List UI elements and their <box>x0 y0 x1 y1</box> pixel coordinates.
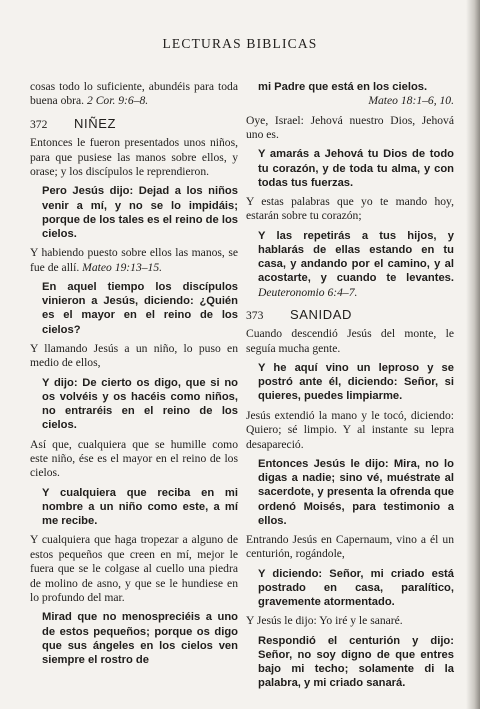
right-column <box>246 80 454 696</box>
section-heading-373 <box>246 308 454 323</box>
paragraph: Y estas palabras que yo te mando hoy, estarán sobre tu corazón; <box>246 195 454 223</box>
verse-text: Y las repetirás a tus hijos, y hablarás de ellas estando en tu casa, y andando por el camino, y al acostarte, y cuando te levantes. <box>258 229 454 285</box>
bold-verse: Pero Jesús dijo: Dejad a los niños venir a mí, y no se lo impidáis; porque de los tales es el reino de los cielos. <box>42 185 238 241</box>
paragraph-text: Y habiendo puesto sobre ellos las manos, se fue de allí. <box>30 246 238 274</box>
paragraph: Y llamando Jesús a un niño, lo puso en medio de ellos, <box>30 341 238 370</box>
bold-verse: Y he aquí vino un leproso y se postró ante él, diciendo: Señor, si quieres, puedes limpiarme. <box>258 362 454 403</box>
paragraph: Entonces le fueron presentados unos niños, para que pusiese las manos sobre ellos, y orase; y los discípulos le reprendieron. <box>30 136 238 179</box>
section-number: 372 <box>30 117 48 131</box>
scripture-reference: Deuteronomio 6:4–7. <box>258 285 358 299</box>
paragraph: Y Jesús le dijo: Yo iré y le sanaré. <box>246 614 403 628</box>
bold-verse <box>246 229 454 300</box>
bold-verse: Y diciendo: Señor, mi criado está postrado en casa, paralítico, gravemente atormentado. <box>258 567 454 609</box>
paragraph: Jesús extendió la mano y le tocó, diciendo: Quiero; sé limpio. Y al instante su lepra desapareció. <box>246 408 454 451</box>
page-edge-shadow <box>466 0 480 709</box>
left-column <box>30 80 238 672</box>
bold-verse: Mirad que no menospreciéis a uno de estos pequeños; porque os digo que sus ángeles en los cielos ven siempre el rostro de <box>42 611 238 666</box>
paragraph: Así que, cualquiera que se humille como este niño, ése es el mayor en el reino de los cielos. <box>30 437 238 480</box>
page-header: LECTURAS BIBLICAS <box>162 36 318 51</box>
bold-verse: Y dijo: De cierto os digo, que si no os volvéis y os hacéis como niños, no entraréis en el reino de los cielos. <box>42 376 238 432</box>
bold-verse: Y amarás a Jehová tu Dios de todo tu corazón, y de toda tu alma, y con todas tus fuerzas. <box>258 148 454 189</box>
scripture-reference: 2 Cor. 9:6–8. <box>87 94 149 108</box>
scripture-reference: Mateo 19:13–15. <box>82 260 163 274</box>
section-number: 373 <box>246 308 264 322</box>
paragraph <box>30 80 238 109</box>
scripture-reference: Mateo 18:1–6, 10. <box>368 94 454 108</box>
paragraph: Oye, Israel: Jehová nuestro Dios, Jehová uno es. <box>246 113 454 142</box>
paragraph: Cuando descendió Jesús del monte, le seguía mucha gente. <box>246 327 454 355</box>
bold-verse: En aquel tiempo los discípulos vinieron a Jesús, diciendo: ¿Quién es el mayor en el reino de los cielos? <box>42 281 238 336</box>
section-title: NIÑEZ <box>74 115 116 131</box>
bold-verse: Y cualquiera que reciba en mi nombre a un niño como este, a mí me recibe. <box>42 486 238 528</box>
section-heading-372 <box>30 117 238 132</box>
section-title: SANIDAD <box>290 306 352 322</box>
paragraph <box>30 246 238 275</box>
bold-verse: mi Padre que está en los cielos. <box>258 81 428 93</box>
paragraph-text: cosas todo lo suficiente, abundéis para toda buena obra. <box>30 80 238 108</box>
paragraph: Entrando Jesús en Capernaum, vino a él un centurión, rogándole, <box>246 532 454 561</box>
bold-verse: Entonces Jesús le dijo: Mira, no lo digas a nadie; sino vé, muéstrate al sacerdote, y presenta la ofrenda que ordenó Moisés, para testimonio a ellos. <box>258 457 454 527</box>
paragraph: Y cualquiera que haga tropezar a alguno de estos pequeños que creen en mí, mejor le fuera que se le colgase al cuello una piedra de molino de asno, y que se le hundiese en lo profundo del mar. <box>30 533 238 604</box>
bold-verse: Respondió el centurión y dijo: Señor, no soy digno de que entres bajo mi techo; solamente di la palabra, y mi criado sanará. <box>258 634 454 690</box>
